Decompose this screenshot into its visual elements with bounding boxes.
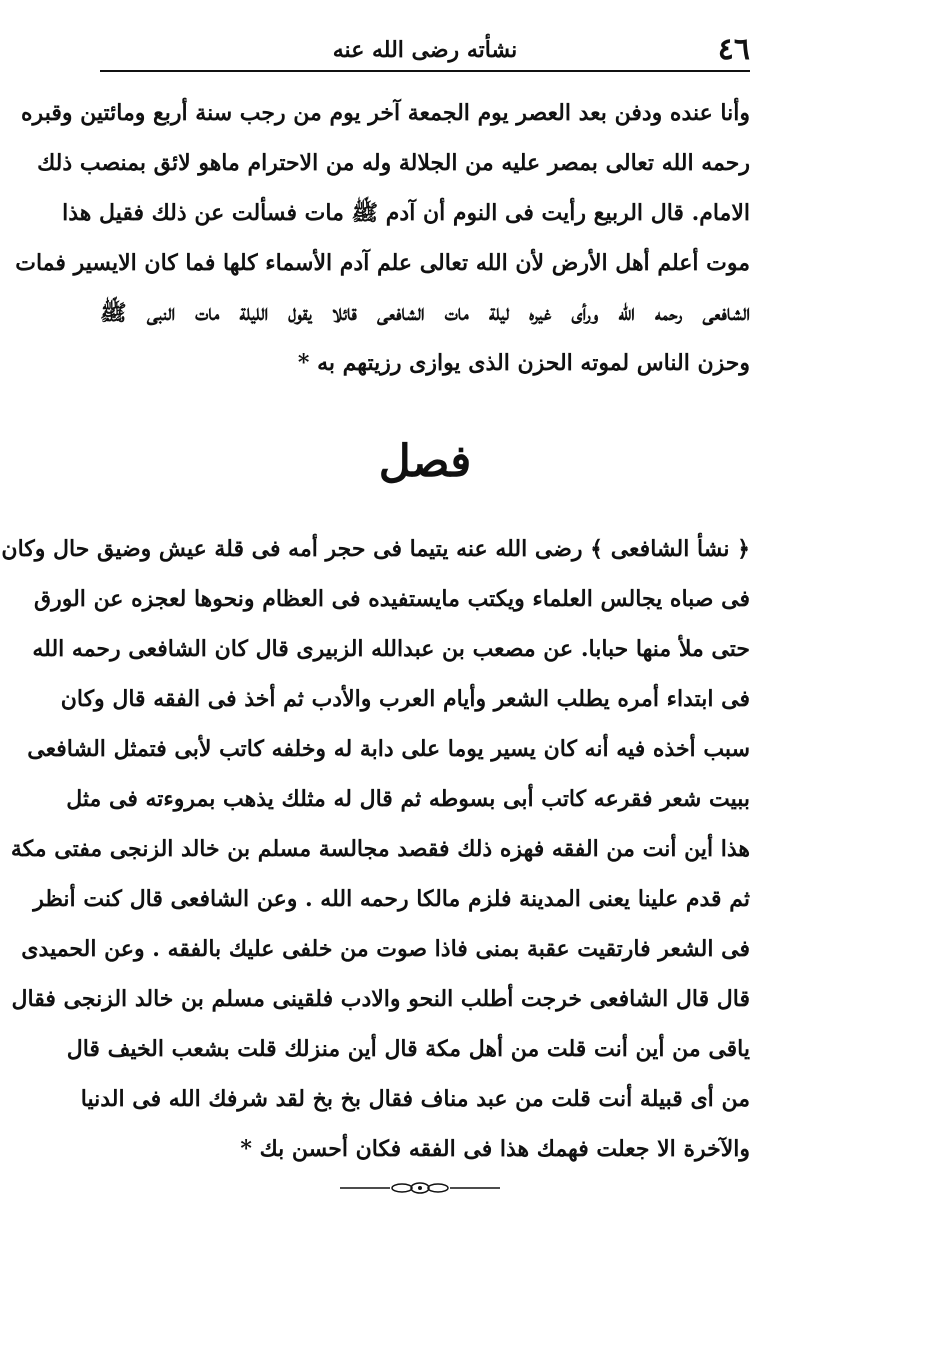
text-line: فى صباه يجالس العلماء ويكتب مايستفيده فى العظام ونحوها لعجزه عن الورق (34, 586, 750, 612)
text-line: هذا أين أنت من الفقه فهزه ذلك فقصد مجالسة مسلم بن خالد الزنجى مفتى مكة (10, 836, 750, 862)
running-head: نشأته رضى الله عنه (332, 37, 518, 63)
section-title: فصل (378, 436, 472, 487)
text-line: قال قال الشافعى خرجت أطلب النحو والادب فلقينى مسلم بن خالد الزنجى فقال (11, 986, 750, 1012)
text-line: وأنا عنده ودفن بعد العصر يوم الجمعة آخر يوم من رجب سنة أربع ومائتين وقبره (21, 100, 750, 126)
text-line: سبب أخذه فيه أنه كان يسير يوما على دابة له وخلفه كاتب لأبى فتمثل الشافعى (27, 736, 750, 762)
header-rule (100, 70, 750, 72)
divider-ornament-icon (340, 1178, 500, 1198)
paragraph-1 (15, 88, 750, 388)
page-header (100, 30, 750, 72)
text-line: الشافعى رحمه الله ورأى غيره ليلة مات الشافعى قائلا يقول الليلة مات النبى ﷺ (100, 300, 750, 326)
text-line: من أى قبيلة أنت قلت من عبد مناف فقال بخ بخ لقد شرفك الله فى الدنيا (80, 1086, 750, 1112)
text-line: موت أعلم أهل الأرض لأن الله تعالى علم آدم الأسماء كلها فما كان الايسير فمات (15, 250, 750, 276)
page-number: ٤٦ (717, 32, 750, 67)
text-line: الامام. قال الربيع رأيت فى النوم أن آدم ﷺ مات فسألت عن ذلك فقيل هذا (62, 200, 750, 226)
text-line: ثم قدم علينا يعنى المدينة فلزم مالكا رحمه الله . وعن الشافعى قال كنت أنظر (33, 886, 750, 912)
text-line: فى ابتداء أمره يطلب الشعر وأيام العرب والأدب ثم أخذ فى الفقه قال وكان (60, 686, 750, 712)
text-line: والآخرة الا جعلت فهمك هذا فى الفقه فكان أحسن بك * (240, 1136, 750, 1162)
text-line: رحمه الله تعالى بمصر عليه من الجلالة وله من الاحترام ماهو لائق بمنصب ذلك (37, 150, 750, 176)
text-line: ببيت شعر فقرعه كاتب أبى بسوطه ثم قال له مثلك يذهب بمروءته فى مثل (66, 786, 750, 812)
text-line: ﴿ نشأ الشافعى ﴾ رضى الله عنه يتيما فى حجر أمه فى قلة عيش وضيق حال وكان (1, 536, 750, 562)
text-line: ياقى من أين أنت قلت من أهل مكة قال أين منزلك قلت بشعب الخيف قال (66, 1036, 750, 1062)
text-line: فى الشعر فارتقيت عقبة بمنى فاذا صوت من خلفى عليك بالفقه . وعن الحميدى (21, 936, 750, 962)
text-line: حتى ملأ منها حبابا. عن مصعب بن عبدالله الزبيرى قال كان الشافعى رحمه الله (32, 636, 750, 662)
paragraph-2 (1, 524, 750, 1174)
text-line: وحزن الناس لموته الحزن الذى يوازى رزيتهم به * (297, 350, 750, 376)
